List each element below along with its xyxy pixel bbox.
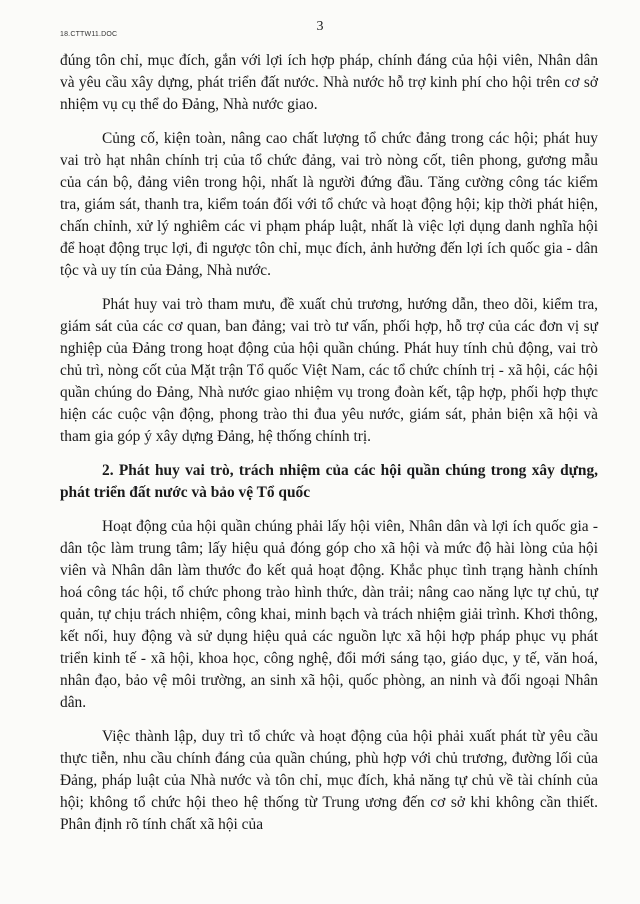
paragraph: Phát huy vai trò tham mưu, đề xuất chủ trương, hướng dẫn, theo dõi, kiểm tra, giám sát của các cơ quan, ban đảng; vai trò tư vấn, phối hợp, hỗ trợ của các đơn vị sự nghiệp của Đảng trong hoạt động của hội quần chúng. Phát huy tính chủ động, vai trò chủ trì, nòng cốt của Mặt trận Tổ quốc Việt Nam, các tổ chức chính trị - xã hội, các hội quần chúng do Đảng, Nhà nước giao nhiệm vụ trong đoàn kết, tập hợp, phối hợp thực hiện các cuộc vận động, phong trào thi đua yêu nước, giám sát, phản biện xã hội và tham gia góp ý xây dựng Đảng, hệ thống chính trị. <box>60 296 598 445</box>
paragraph: Hoạt động của hội quần chúng phải lấy hội viên, Nhân dân và lợi ích quốc gia - dân tộc làm trung tâm; lấy hiệu quả đóng góp cho xã hội và mức độ hài lòng của hội viên và Nhân dân làm thước đo kết quả hoạt động. Khắc phục tình trạng hành chính hoá công tác hội, tổ chức phong trào hình thức, dàn trải; nâng cao năng lực tự chủ, tự quản, tự chịu trách nhiệm, công khai, minh bạch và trách nhiệm giải trình. Khơi thông, kết nối, huy động và sử dụng hiệu quả các nguồn lực xã hội hợp pháp phục vụ phát triển kinh tế - xã hội, khoa học, công nghệ, đổi mới sáng tạo, giáo dục, y tế, văn hoá, nhân đạo, bảo vệ môi trường, an sinh xã hội, quốc phòng, an ninh và đối ngoại Nhân dân. <box>60 518 598 711</box>
page-number: 3 <box>316 19 324 34</box>
document-body <box>60 50 598 848</box>
paragraph: Việc thành lập, duy trì tổ chức và hoạt động của hội phải xuất phát từ yêu cầu thực tiễn, nhu cầu chính đáng của quần chúng, phù hợp với chủ trương, đường lối của Đảng, pháp luật của Nhà nước và tôn chỉ, mục đích, khả năng tự chủ về tài chính của hội; không tổ chức hội theo hệ thống từ Trung ương đến cơ sở khi không cần thiết. Phân định rõ tính chất xã hội của <box>60 728 598 833</box>
section-heading: 2. Phát huy vai trò, trách nhiệm của các hội quần chúng trong xây dựng, phát triển đất nước và bảo vệ Tổ quốc <box>60 462 598 501</box>
document-code: 18.CTTW11.DOC <box>60 31 118 38</box>
paragraph: Củng cố, kiện toàn, nâng cao chất lượng tổ chức đảng trong các hội; phát huy vai trò hạt nhân chính trị của tổ chức đảng, vai trò nòng cốt, tiên phong, gương mẫu của cán bộ, đảng viên trong hội, nhất là người đứng đầu. Tăng cường công tác kiểm tra, giám sát, thanh tra, kiểm toán đối với tổ chức và hoạt động hội; kịp thời phát hiện, chấn chỉnh, xử lý nghiêm các vi phạm pháp luật, nhất là việc lợi dụng danh nghĩa hội để hoạt động trục lợi, đi ngược tôn chỉ, mục đích, ảnh hưởng đến lợi ích quốc gia - dân tộc và uy tín của Đảng, Nhà nước. <box>60 130 598 279</box>
paragraph-continuation: đúng tôn chỉ, mục đích, gắn với lợi ích hợp pháp, chính đáng của hội viên, Nhân dân và yêu cầu xây dựng, phát triển đất nước. Nhà nước hỗ trợ kinh phí cho hội trên cơ sở nhiệm vụ cụ thể do Đảng, Nhà nước giao. <box>60 52 598 113</box>
